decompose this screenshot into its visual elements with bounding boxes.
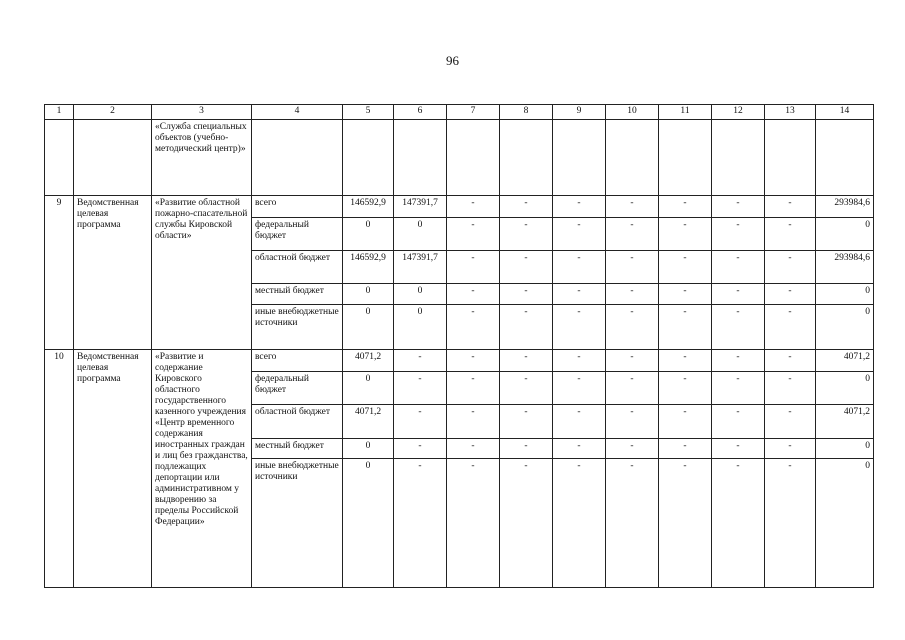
amount-cell: - xyxy=(659,438,712,458)
amount-cell: - xyxy=(553,349,606,371)
amount-cell: - xyxy=(765,251,816,284)
program-kind: Ведомственная целевая программа xyxy=(74,349,152,587)
amount-cell: - xyxy=(765,438,816,458)
amount-cell: - xyxy=(712,304,765,349)
amount-cell: - xyxy=(659,304,712,349)
continuation-row xyxy=(45,120,874,196)
funding-source: местный бюджет xyxy=(252,284,343,304)
amount-cell: - xyxy=(500,195,553,217)
amount-cell: - xyxy=(500,349,553,371)
amount-cell: 0 xyxy=(343,438,394,458)
amount-cell: - xyxy=(394,405,447,438)
amount-cell: 146592,9 xyxy=(343,195,394,217)
amount-cell: - xyxy=(606,349,659,371)
amount-cell: - xyxy=(553,304,606,349)
amount-cell: - xyxy=(712,284,765,304)
amount-cell: - xyxy=(447,458,500,587)
header-cell: 2 xyxy=(74,105,152,120)
amount-cell: - xyxy=(765,217,816,250)
empty-cell xyxy=(500,120,553,196)
program-number: 10 xyxy=(45,349,74,587)
amount-cell: - xyxy=(447,217,500,250)
amount-cell: - xyxy=(500,251,553,284)
program-name: «Развитие областной пожарно-спасательной службы Кировской области» xyxy=(152,195,252,349)
program-row xyxy=(45,195,874,217)
amount-cell: - xyxy=(500,284,553,304)
amount-cell: - xyxy=(606,304,659,349)
amount-cell: - xyxy=(765,195,816,217)
page-number: 96 xyxy=(446,53,459,68)
amount-cell: 293984,6 xyxy=(816,251,874,284)
header-cell: 10 xyxy=(606,105,659,120)
amount-cell: - xyxy=(659,195,712,217)
funding-source: областной бюджет xyxy=(252,251,343,284)
empty-cell xyxy=(252,120,343,196)
amount-cell: - xyxy=(447,349,500,371)
header-cell: 11 xyxy=(659,105,712,120)
header-cell: 6 xyxy=(394,105,447,120)
amount-cell: 0 xyxy=(816,304,874,349)
amount-cell: - xyxy=(500,304,553,349)
amount-cell: - xyxy=(659,217,712,250)
amount-cell: 4071,2 xyxy=(343,405,394,438)
amount-cell: - xyxy=(447,251,500,284)
amount-cell: - xyxy=(500,372,553,405)
amount-cell: - xyxy=(447,304,500,349)
amount-cell: 0 xyxy=(343,284,394,304)
funding-source: федеральный бюджет xyxy=(252,372,343,405)
continued-program-name: «Служба специальных объектов (учебно-методический центр)» xyxy=(152,120,252,196)
amount-cell: - xyxy=(659,284,712,304)
amount-cell: - xyxy=(394,349,447,371)
header-cell: 5 xyxy=(343,105,394,120)
amount-cell: - xyxy=(712,372,765,405)
amount-cell: 147391,7 xyxy=(394,195,447,217)
amount-cell: - xyxy=(447,405,500,438)
amount-cell: - xyxy=(659,458,712,587)
amount-cell: 0 xyxy=(394,217,447,250)
header-row xyxy=(45,105,874,120)
empty-cell xyxy=(394,120,447,196)
amount-cell: - xyxy=(553,438,606,458)
amount-cell: 0 xyxy=(816,438,874,458)
amount-cell: - xyxy=(553,405,606,438)
funding-source: федеральный бюджет xyxy=(252,217,343,250)
header-cell: 9 xyxy=(553,105,606,120)
programs-body xyxy=(45,195,874,587)
funding-source: всего xyxy=(252,195,343,217)
amount-cell: 0 xyxy=(394,284,447,304)
amount-cell: - xyxy=(712,405,765,438)
amount-cell: - xyxy=(606,251,659,284)
amount-cell: - xyxy=(765,304,816,349)
header-cell: 8 xyxy=(500,105,553,120)
amount-cell: - xyxy=(500,438,553,458)
amount-cell: - xyxy=(500,458,553,587)
header-cell: 13 xyxy=(765,105,816,120)
funding-source: областной бюджет xyxy=(252,405,343,438)
amount-cell: 0 xyxy=(816,217,874,250)
amount-cell: - xyxy=(447,438,500,458)
amount-cell: - xyxy=(447,195,500,217)
amount-cell: 0 xyxy=(816,284,874,304)
amount-cell: - xyxy=(553,251,606,284)
amount-cell: - xyxy=(606,458,659,587)
amount-cell: - xyxy=(659,372,712,405)
amount-cell: - xyxy=(765,458,816,587)
empty-cell xyxy=(765,120,816,196)
header-cell: 14 xyxy=(816,105,874,120)
amount-cell: - xyxy=(606,195,659,217)
empty-cell xyxy=(553,120,606,196)
header-cell: 3 xyxy=(152,105,252,120)
amount-cell: - xyxy=(712,217,765,250)
funding-source: местный бюджет xyxy=(252,438,343,458)
empty-cell xyxy=(712,120,765,196)
amount-cell: - xyxy=(659,405,712,438)
amount-cell: - xyxy=(500,405,553,438)
budget-table xyxy=(44,104,874,588)
amount-cell: - xyxy=(765,405,816,438)
amount-cell: 146592,9 xyxy=(343,251,394,284)
amount-cell: 293984,6 xyxy=(816,195,874,217)
amount-cell: - xyxy=(765,349,816,371)
amount-cell: - xyxy=(765,372,816,405)
amount-cell: - xyxy=(553,458,606,587)
amount-cell: 0 xyxy=(343,458,394,587)
header-cell: 4 xyxy=(252,105,343,120)
amount-cell: - xyxy=(394,458,447,587)
amount-cell: 0 xyxy=(343,304,394,349)
amount-cell: - xyxy=(606,372,659,405)
amount-cell: 147391,7 xyxy=(394,251,447,284)
funding-source: всего xyxy=(252,349,343,371)
empty-cell xyxy=(447,120,500,196)
amount-cell: - xyxy=(553,195,606,217)
amount-cell: - xyxy=(606,284,659,304)
amount-cell: - xyxy=(553,372,606,405)
amount-cell: 0 xyxy=(343,217,394,250)
amount-cell: - xyxy=(606,438,659,458)
amount-cell: - xyxy=(447,372,500,405)
amount-cell: 0 xyxy=(394,304,447,349)
amount-cell: - xyxy=(447,284,500,304)
empty-cell xyxy=(343,120,394,196)
program-row xyxy=(45,349,874,371)
amount-cell: - xyxy=(712,349,765,371)
funding-source: иные внебюджетные источники xyxy=(252,458,343,587)
amount-cell: - xyxy=(659,349,712,371)
empty-cell xyxy=(45,120,74,196)
amount-cell: - xyxy=(712,195,765,217)
amount-cell: - xyxy=(712,458,765,587)
amount-cell: - xyxy=(394,372,447,405)
amount-cell: - xyxy=(394,438,447,458)
amount-cell: 4071,2 xyxy=(816,405,874,438)
amount-cell: - xyxy=(712,251,765,284)
header-cell: 7 xyxy=(447,105,500,120)
amount-cell: 0 xyxy=(343,372,394,405)
program-number: 9 xyxy=(45,195,74,349)
amount-cell: - xyxy=(712,438,765,458)
funding-source: иные внебюджетные источники xyxy=(252,304,343,349)
amount-cell: - xyxy=(606,405,659,438)
empty-cell xyxy=(606,120,659,196)
empty-cell xyxy=(816,120,874,196)
amount-cell: - xyxy=(606,217,659,250)
empty-cell xyxy=(74,120,152,196)
empty-cell xyxy=(659,120,712,196)
amount-cell: - xyxy=(553,284,606,304)
program-kind: Ведомственная целевая программа xyxy=(74,195,152,349)
amount-cell: - xyxy=(765,284,816,304)
amount-cell: - xyxy=(553,217,606,250)
header-cell: 1 xyxy=(45,105,74,120)
amount-cell: 4071,2 xyxy=(343,349,394,371)
amount-cell: 0 xyxy=(816,372,874,405)
program-name: «Развитие и содержание Кировского областного государственного казенного учреждения «Центр временного содержания иностранных граждан и лиц без гражданства, подлежащих депортации или административном у выдворению за пределы Российской Федерации» xyxy=(152,349,252,587)
amount-cell: - xyxy=(659,251,712,284)
amount-cell: 4071,2 xyxy=(816,349,874,371)
amount-cell: - xyxy=(500,217,553,250)
header-cell: 12 xyxy=(712,105,765,120)
amount-cell: 0 xyxy=(816,458,874,587)
